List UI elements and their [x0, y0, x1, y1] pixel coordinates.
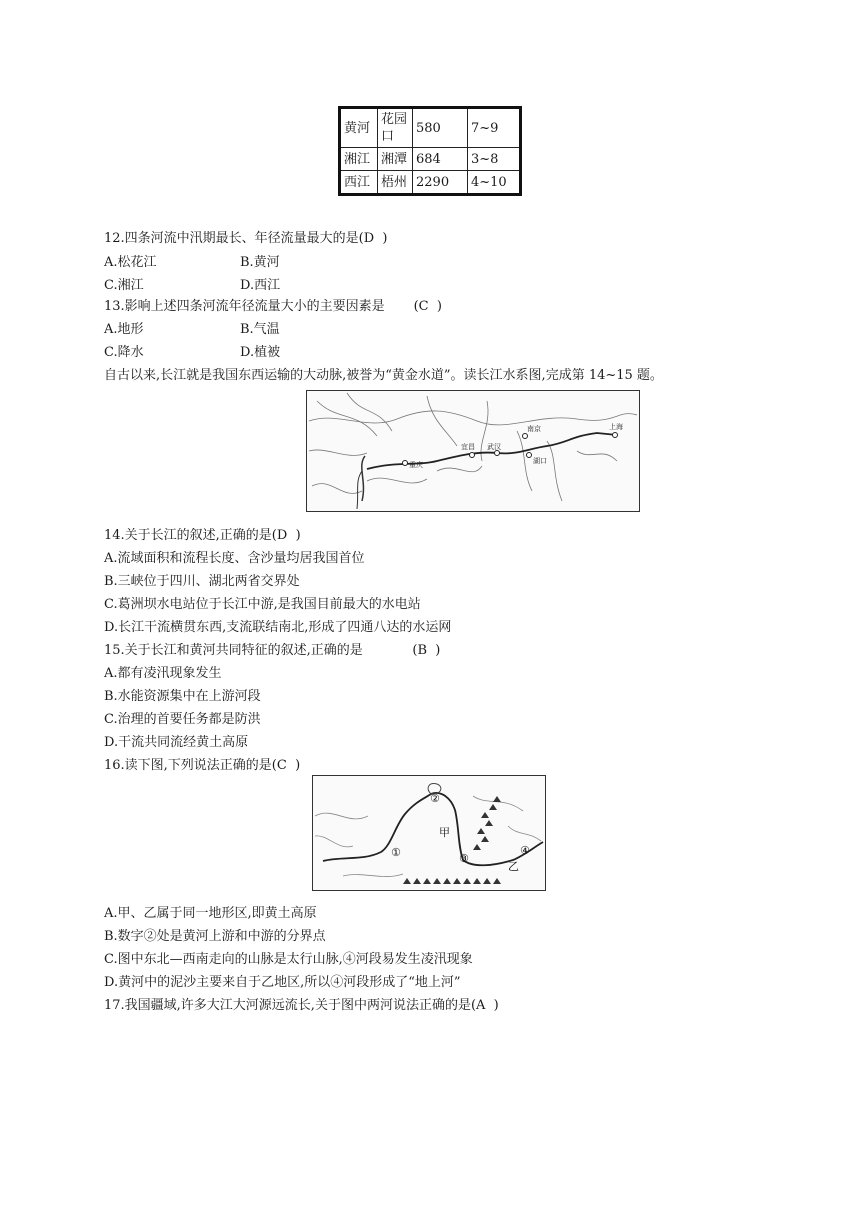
question-16-stem: 16.读下图,下列说法正确的是(C ) [104, 758, 301, 773]
passage-intro: 自古以来,长江就是我国东西运输的大动脉,被誉为“黄金水道”。读长江水系图,完成第 14~15 题。 [104, 368, 663, 383]
table-cell: 684 [413, 148, 468, 171]
map-label: 重庆 [409, 461, 423, 469]
question-13-option-c: C.降水 [104, 345, 144, 360]
question-15-option-b: B.水能资源集中在上游河段 [104, 689, 261, 704]
table-cell: 湘潭 [378, 148, 413, 171]
question-15-option-d: D.干流共同流经黄土高原 [104, 735, 249, 750]
map-label: ① [391, 846, 401, 859]
table-cell: 2290 [413, 171, 468, 195]
table-cell [378, 108, 413, 148]
map-label: 南京 [527, 425, 541, 433]
map-label: 武汉 [487, 443, 501, 451]
map-label: 乙 [508, 860, 519, 873]
question-14-option-d: D.长江干流横贯东西,支流联结南北,形成了四通八达的水运网 [104, 620, 452, 635]
table-row [340, 171, 521, 195]
yellow-river-map [312, 775, 546, 891]
question-14-option-c: C.葛洲坝水电站位于长江中游,是我国目前最大的水电站 [104, 597, 421, 612]
question-16-option-b: B.数字②处是黄河上游和中游的分界点 [104, 929, 326, 944]
question-14-stem: 14.关于长江的叙述,正确的是(D ) [104, 528, 301, 543]
table-cell: 梧州 [378, 171, 413, 195]
map-label: 宜昌 [461, 443, 475, 451]
map-label: ③ [459, 852, 469, 865]
question-16-option-c: C.图中东北—西南走向的山脉是太行山脉,④河段易发生凌汛现象 [104, 952, 473, 967]
question-12-stem: 12.四条河流中汛期最长、年径流量最大的是(D ) [104, 231, 388, 246]
question-16-option-a: A.甲、乙属于同一地形区,即黄土高原 [104, 906, 317, 921]
question-12-option-c: C.湘江 [104, 278, 144, 293]
question-12-option-b: B.黄河 [240, 255, 280, 270]
question-13-option-b: B.气温 [240, 322, 280, 337]
map-label: ② [430, 792, 440, 805]
table-row [340, 148, 521, 171]
question-15-option-c: C.治理的首要任务都是防洪 [104, 712, 261, 727]
question-12-option-d: D.西江 [240, 278, 281, 293]
table-cell: 4~10 [468, 171, 521, 195]
station-name: 花园口 [381, 112, 408, 144]
question-13-stem: 13.影响上述四条河流年径流量大小的主要因素是 (C ) [104, 299, 442, 314]
question-16-option-d: D.黄河中的泥沙主要来自于乙地区,所以④河段形成了“地上河” [104, 975, 461, 990]
question-15-stem: 15.关于长江和黄河共同特征的叙述,正确的是 (B ) [104, 643, 441, 658]
table-cell: 黄河 [340, 108, 378, 148]
question-13-option-d: D.植被 [240, 345, 281, 360]
table-cell: 3~8 [468, 148, 521, 171]
table-cell: 580 [413, 108, 468, 148]
table-cell: 湘江 [340, 148, 378, 171]
table-row [340, 108, 521, 148]
map-label: 湖口 [533, 457, 547, 465]
question-15-option-a: A.都有凌汛现象发生 [104, 666, 222, 681]
table-cell: 西江 [340, 171, 378, 195]
question-12-option-a: A.松花江 [104, 255, 157, 270]
question-14-option-b: B.三峡位于四川、湖北两省交界处 [104, 574, 300, 589]
map-label: 上海 [609, 423, 623, 431]
table-cell: 7~9 [468, 108, 521, 148]
question-14-option-a: A.流域面积和流程长度、含沙量均居我国首位 [104, 551, 365, 566]
map-label: ④ [520, 844, 530, 857]
map-label: 甲 [439, 826, 450, 839]
question-13-option-a: A.地形 [104, 322, 144, 337]
yangtze-river-map [306, 390, 640, 512]
river-flow-table [338, 106, 522, 196]
question-17-stem: 17.我国疆域,许多大江大河源远流长,关于图中两河说法正确的是(A ) [104, 998, 499, 1013]
